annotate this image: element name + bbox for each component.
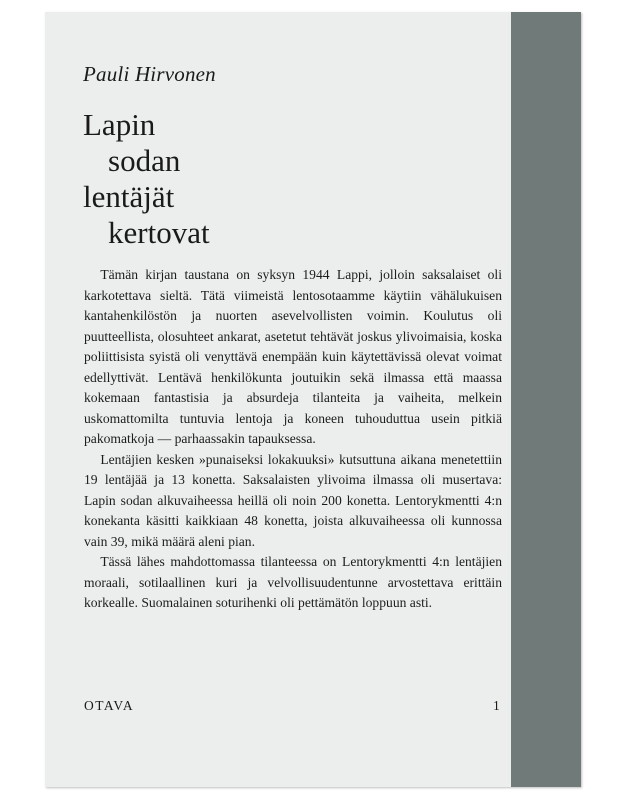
- title-line-3: lentäjät: [83, 179, 175, 214]
- blurb-paragraph-2: Lentäjien kesken »punaiseksi lokakuuksi» kutsuttuna aikana menetettiin 19 lentäjää ja 13 konetta. Saksalaisten ylivoima ilmassa oli musertava: Lapin sodan alkuvaiheessa heillä oli noin 200 konetta. Lentorykmentti 4:n konekanta käsitti kaikkiaan 48 konetta, joista alkuvaiheessa oli kunnossa vain 39, mikä määrä aleni pian.: [84, 451, 502, 549]
- blurb-paragraph-3: Tässä lähes mahdottomassa tilanteessa on Lentorykmentti 4:n lentäjien moraali, sotilaallinen kuri ja velvollisuudentunne arvostettava erittäin korkealle. Suomalainen soturihenki oli pettämätön loppuun asti.: [84, 554, 502, 610]
- blurb-text: [84, 265, 502, 614]
- author-name: Pauli Hirvonen: [83, 62, 216, 86]
- title-line-2: sodan: [108, 143, 181, 178]
- page-number: 1: [493, 698, 500, 713]
- title-line-1: Lapin: [83, 107, 156, 142]
- blurb-paragraph-1: Tämän kirjan taustana on syksyn 1944 Lappi, jolloin saksalaiset oli karkotettava sieltä. Tätä viimeistä lentosotaamme käytiin vähälukuisen kantahenkilöstön ja nuorten asevelvollisten voimin. Koulutus oli puutteellista, olosuhteet ankarat, asetetut tehtävät joskus ylivoimaisia, koska poliittisista syistä oli venyttävä enempään kuin käytettävissä olevat voimat edellyttivät. Lentävä henkilökunta joutuikin sekä ilmassa että maassa kokemaan fantastisia ja absurdeja tilanteita ja vaiheita, melkein uskomattomilta tuntuvia lentoja ja koneen tuhouduttua usein pitkiä pakomatkoja — parhaassakin tapauksessa.: [84, 267, 502, 446]
- grey-side-band: [511, 12, 581, 787]
- book-back-cover: [45, 12, 581, 787]
- title-line-4: kertovat: [108, 215, 210, 250]
- book-title: [83, 107, 210, 251]
- publisher-name: OTAVA: [84, 698, 135, 713]
